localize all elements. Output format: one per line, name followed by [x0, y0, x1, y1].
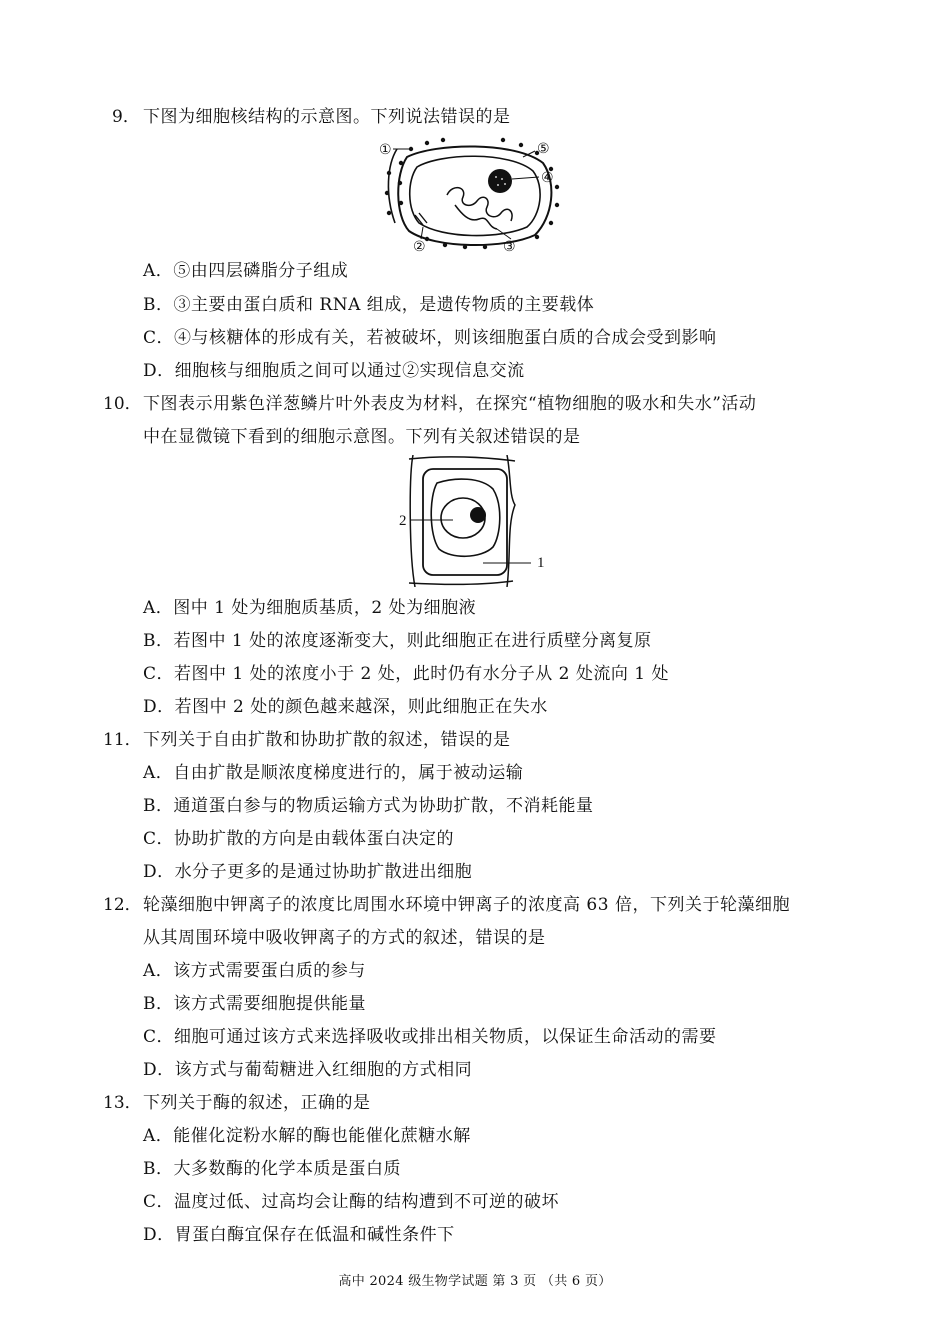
question-number: 9．	[112, 107, 140, 127]
option-d: D．该方式与葡萄糖进入红细胞的方式相同	[143, 1060, 473, 1080]
option-c: C．细胞可通过该方式来选择吸收或排出相关物质，以保证生命活动的需要	[143, 1027, 717, 1047]
label-1: ①	[379, 142, 392, 158]
question-stem-line-2: 从其周围环境中吸收钾离子的方式的叙述，错误的是	[143, 928, 546, 948]
option-a: A．⑤由四层磷脂分子组成	[143, 261, 349, 281]
option-b: B．大多数酶的化学本质是蛋白质	[143, 1159, 401, 1179]
option-c: C．温度过低、过高均会让酶的结构遭到不可逆的破坏	[143, 1192, 560, 1212]
question-number: 12．	[103, 895, 142, 915]
nucleolus	[488, 169, 512, 193]
nucleus	[470, 507, 486, 523]
option-b: B．③主要由蛋白质和 RNA 组成，是遗传物质的主要载体	[143, 295, 595, 315]
question-stem-line-2: 中在显微镜下看到的细胞示意图。下列有关叙述错误的是	[143, 427, 581, 447]
option-d: D．若图中 2 处的颜色越来越深，则此细胞正在失水	[143, 697, 548, 717]
option-a: A．能催化淀粉水解的酶也能催化蔗糖水解	[143, 1126, 471, 1146]
question-stem: 下图为细胞核结构的示意图。下列说法错误的是	[143, 107, 511, 127]
question-stem: 下图表示用紫色洋葱鳞片叶外表皮为材料，在探究“植物细胞的吸水和失水”活动	[143, 394, 757, 414]
label-1: 1	[537, 555, 545, 571]
question-number: 11．	[103, 730, 142, 750]
option-d: D．水分子更多的是通过协助扩散进出细胞	[143, 862, 473, 882]
label-2: ②	[413, 239, 426, 255]
option-b: B．该方式需要细胞提供能量	[143, 994, 366, 1014]
label-4: ④	[541, 170, 554, 186]
question-stem: 下列关于酶的叙述，正确的是	[143, 1093, 371, 1113]
question-stem: 轮藻细胞中钾离子的浓度比周围水环境中钾离子的浓度高 63 倍，下列关于轮藻细胞	[143, 895, 790, 915]
question-number: 13．	[103, 1093, 142, 1113]
option-a: A．图中 1 处为细胞质基质，2 处为细胞液	[143, 598, 477, 618]
option-c: C．④与核糖体的形成有关，若被破坏，则该细胞蛋白质的合成会受到影响	[143, 328, 717, 348]
option-c: C．若图中 1 处的浓度小于 2 处，此时仍有水分子从 2 处流向 1 处	[143, 664, 670, 684]
option-a: A．自由扩散是顺浓度梯度进行的，属于被动运输	[143, 763, 524, 783]
option-b: B．通道蛋白参与的物质运输方式为协助扩散，不消耗能量	[143, 796, 594, 816]
option-b: B．若图中 1 处的浓度逐渐变大，则此细胞正在进行质壁分离复原	[143, 631, 652, 651]
question-number: 10．	[103, 394, 142, 414]
option-d: D．胃蛋白酶宜保存在低温和碱性条件下	[143, 1225, 455, 1245]
outer-membrane	[398, 146, 551, 245]
label-3: ③	[503, 239, 516, 255]
plant-cell-figure	[395, 455, 555, 587]
question-stem: 下列关于自由扩散和协助扩散的叙述，错误的是	[143, 730, 511, 750]
nucleus-structure-figure	[375, 135, 575, 255]
option-a: A．该方式需要蛋白质的参与	[143, 961, 366, 981]
option-c: C．协助扩散的方向是由载体蛋白决定的	[143, 829, 455, 849]
label-2: 2	[399, 513, 407, 529]
page-footer: 高中 2024 级生物学试题 第 3 页 （共 6 页）	[338, 1274, 612, 1289]
label-5: ⑤	[537, 141, 550, 157]
chromatin	[447, 188, 512, 229]
inner-membrane	[410, 156, 540, 235]
option-d: D．细胞核与细胞质之间可以通过②实现信息交流	[143, 361, 525, 381]
